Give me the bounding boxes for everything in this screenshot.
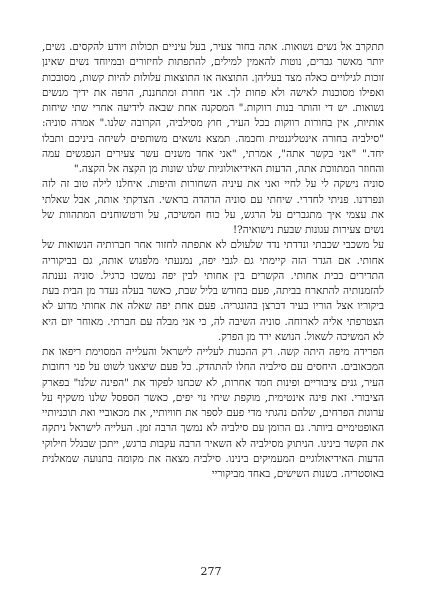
paragraph-2: סוניה נישקה לי על לחיי ואני את עיניה השחורות והיפות. איחלנו לילה טוב זה לזה ונפרדנו. פניתי לחדרי. שיחתי עם סוניה הדהדה בראשי. הצדקתי אותה, אבל שאלתי את עצמי איך מתגברים על הרגש, על כוח המשיכה, על ורטשוחנים המתהוות של נשים צעירות עגונות שבעת נישואיה?! [42, 178, 384, 236]
page-number: 277 [200, 565, 222, 578]
paragraph-4: הפרידה מיפה היתה קשה. רק ההכנות לעלייה לישראל והעלייה המסוימת ריפאו את המכאובים. היחסים עם סילביה החלו להתהדק. כל פעם שיצאנו לשוט על פני רחובות העיר, גנים ציבוריים ופינות חמד אחרות, לא שכחנו לפקוד את "הפינה שלנו" בפארק הציבורי. זאת פינה אינטימית, מוקפת שיחי נוי יפים, כאשר הספסל שלנו משקיף על ערוגות הפרחים, שלהם נהגתי מדי פעם לספר את חוויותיי, את מכאוביי ואת תוכניותיי האופטימיים ביותר. גם הרומן עם סילביה לא נמשך הרבה זמן. העלייה לישראל ניתקה את הקשר בינינו. הניתוק מסילביה לא השאיר הרבה עקבות ברגש, ייתכן שבגלל חילוקי הדעות האידיאולוגיים המעמיקים בינינו. סילביה מצאה את מקומה בתנועה שמאלנית באוסטריה. בשנות השישים, באחד מביקוריי [42, 346, 384, 480]
body-text [42, 40, 384, 482]
paragraph-3: על משכבי שכבתי ונדדתי נדד שלעולם לא אתפתה לחזור אחר חברותיה הנשואות של אחותי. אם הגדר הזה קיימתי גם לגבי יפה, נמנעתי מלפגוש אותה, גם בביקוריה התדירים בבית אחותי. הקשרים בין אחותי לבין יפה נמשכו כרגיל. סוניה נענתה להזמנותיה להתארח בביתה, פעם בחודש בליל שבת, כאשר בעלה נעדר מן הבית בעת ביקוריו אצל הוריו בעיר דברצן בהונגריה. פעם אחת יפה שאלה את אחותי מדוע לא הצטרפתי אליה לארוחה. סוניה השיבה לה, כי אני מבלה עם חברתי. מאוחר יום היא לא המשיכה לשאול. הנושא ירד מן הפרק. [42, 239, 384, 343]
paragraph-1: תתקרב אל נשים נשואות. אתה בחור צעיר, בעל עיניים תכולות ויודע להקסים. נשים, יותר מאשר גברים, נוטות להאמין למילים, להתפתות לחיזורים ובמיוחד נשים שאינן זוכות לגילויים כאלה מצד בעליהן. התוצאה או התוצאות עלולות להיות קשות, מסובכות ואפילו מסוכנות לאישה ולא פחות לך. אני חוזרת ומתחננת, הרפה את ידיך מנשים נשואות. יש די והותר בנות רווקות." המסקנה אחת שבאה לידיעה אחרי שתי שיחות אותיות, אין בחורות רווקות בכל העיר, חוץ מסילביה, הקרובה שלנו." אמרה סוניה: "סילביה בחורה אינטליגנטית וחכמה. תמצא נושאים משותפים לשיחה ביניכם ותבלו יחד." "אני בקשר אתה", אמרתי, "אני אחד משנים עשר צעירים הנפגשים עמה והחוזר המתווכת אתה, הדעות האידיאולוגיות שלנו שונות מן הקצה אל הקצה." [42, 41, 384, 175]
